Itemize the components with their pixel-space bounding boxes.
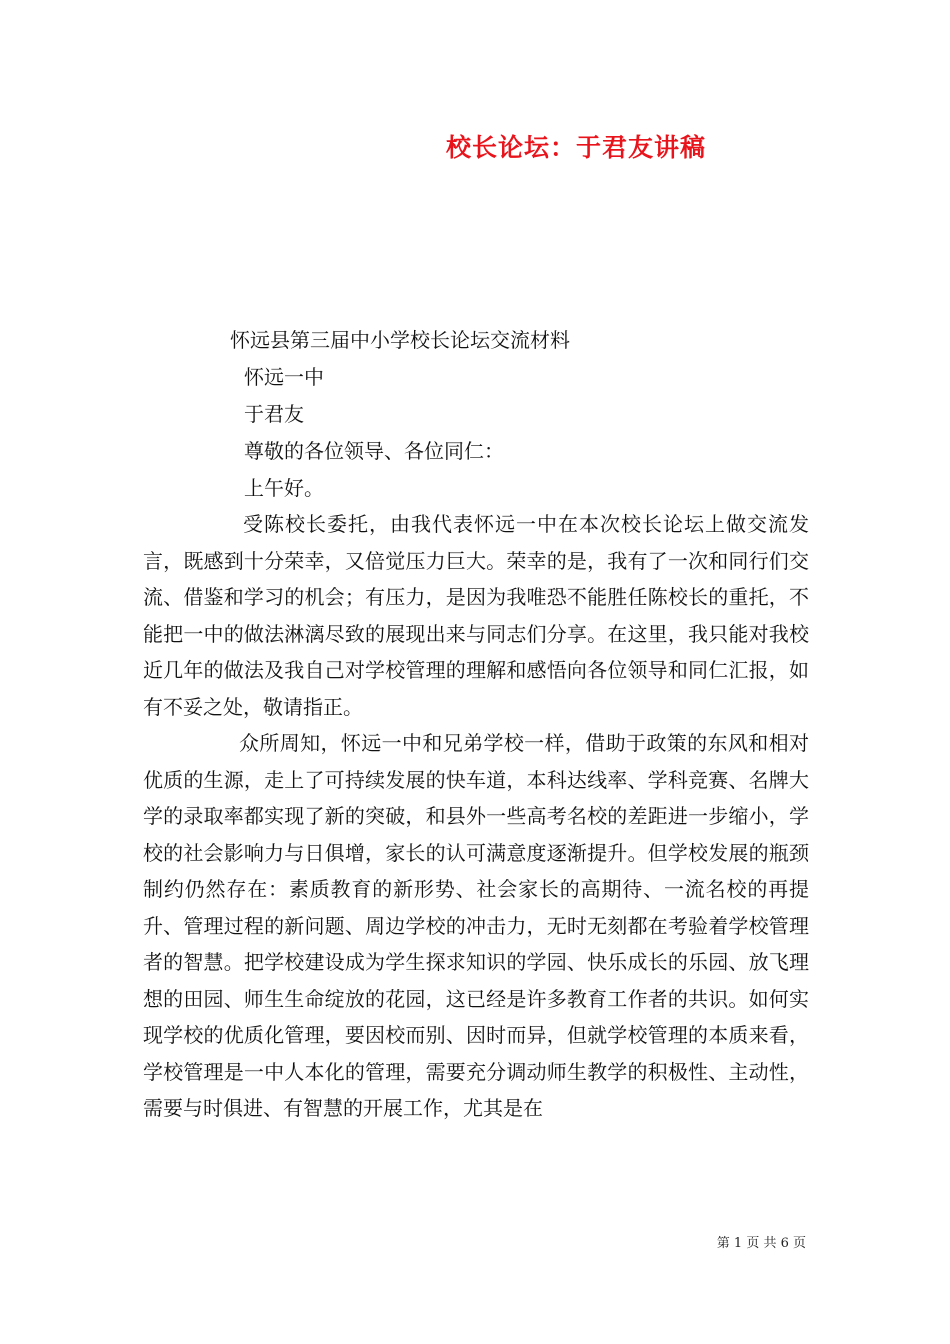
school-name-line: 怀远一中 xyxy=(244,365,324,389)
page-number-footer: 第 1 页 共 6 页 xyxy=(716,1236,806,1251)
author-name-line: 于君友 xyxy=(244,402,304,426)
document-title: 校长论坛：于君友讲稿 xyxy=(445,133,706,162)
forum-name-line: 怀远县第三届中小学校长论坛交流材料 xyxy=(230,328,570,352)
body-paragraph-2: 众所周知，怀远一中和兄弟学校一样，借助于政策的东风和相对优质的生源，走上了可持续发展的快车道，本科达线率、学科竞赛、名牌大学的录取率都实现了新的突破，和县外一些高考名校的差距进一步缩小，学校的社会影响力与日俱增，家长的认可满意度逐渐提升。但学校发展的瓶颈制约仍然存在：素质教育的新形势、社会家长的高期待、一流名校的再提升、管理过程的新问题、周边学校的冲击力，无时无刻都在考验着学校管理者的智慧。把学校建设成为学生探求知识的学园、快乐成长的乐园、放飞理想的田园、师生生命绽放的花园，这已经是许多教育工作者的共识。如何实现学校的优质化管理，要因校而别、因时而异，但就学校管理的本质来看，学校管理是一中人本化的管理，需要充分调动师生教学的积极性、主动性，需要与时俱进、有智慧的开展工作，尤其是在 xyxy=(143,731,809,1120)
salutation-line: 尊敬的各位领导、各位同仁： xyxy=(244,439,504,463)
document-body xyxy=(143,506,809,1127)
greeting-line: 上午好。 xyxy=(244,476,324,500)
document-header-block xyxy=(230,322,830,507)
body-paragraph-1: 受陈校长委托，由我代表怀远一中在本次校长论坛上做交流发言，既感到十分荣幸，又倍觉压力巨大。荣幸的是，我有了一次和同行们交流、借鉴和学习的机会；有压力，是因为我唯恐不能胜任陈校长的重托，不能把一中的做法淋漓尽致的展现出来与同志们分享。在这里，我只能对我校近几年的做法及我自己对学校管理的理解和感悟向各位领导和同仁汇报，如有不妥之处，敬请指正。 xyxy=(143,512,809,719)
